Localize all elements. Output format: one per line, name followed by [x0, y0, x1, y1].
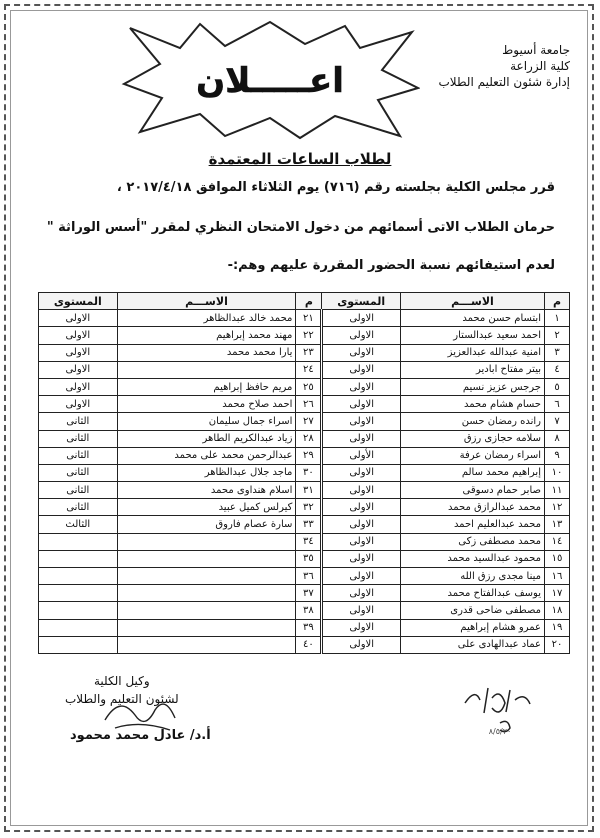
row-name-right: مصطفى ضاحى قدرى	[400, 602, 544, 619]
row-name-left: احمد صلاح محمد	[117, 396, 296, 413]
row-level-left: الاولى	[39, 327, 118, 344]
row-num-right: ١٣	[545, 516, 570, 533]
deprivation-line: حرمان الطلاب الاتى أسمائهم من دخول الامتحان النظري لمقرر "أسس الوراثة "	[46, 220, 555, 235]
row-level-right: الاولى	[322, 550, 401, 567]
table-row	[39, 361, 570, 378]
row-name-right: مينا مجدى رزق الله	[400, 568, 544, 585]
subtitle: لطلاب الساعات المعتمدة	[208, 150, 392, 168]
row-name-left: محمد خالد عبدالظاهر	[117, 310, 296, 327]
table-row	[39, 533, 570, 550]
row-num-right: ٢	[545, 327, 570, 344]
row-level-left	[39, 550, 118, 567]
table-row	[39, 619, 570, 636]
table-row	[39, 482, 570, 499]
table-row	[39, 396, 570, 413]
row-num-left: ٣١	[296, 482, 322, 499]
row-num-left: ٢٩	[296, 447, 322, 464]
row-num-left: ٣٧	[296, 585, 322, 602]
row-name-right: محمد عبدالعليم احمد	[400, 516, 544, 533]
row-num-left: ٣٣	[296, 516, 322, 533]
row-name-left: مهند محمد إبراهيم	[117, 327, 296, 344]
table-row	[39, 430, 570, 447]
announcement-title: اعـــــلان	[196, 61, 344, 101]
row-name-right: سلامه حجازى رزق	[400, 430, 544, 447]
row-num-left: ٣٢	[296, 499, 322, 516]
row-num-left: ٢٥	[296, 378, 322, 395]
table-body	[39, 310, 570, 654]
department-name: إدارة شئون التعليم الطلاب	[438, 75, 570, 89]
row-level-right: الاولى	[322, 533, 401, 550]
row-name-left: يارا محمد محمد	[117, 344, 296, 361]
row-num-right: ١١	[545, 482, 570, 499]
row-level-left: الثانى	[39, 430, 118, 447]
row-level-left	[39, 636, 118, 653]
header-level-right: المستوى	[322, 293, 401, 310]
table-header-row	[39, 293, 570, 310]
row-num-left: ٢٦	[296, 396, 322, 413]
row-level-right: الأولى	[322, 447, 401, 464]
table-row	[39, 602, 570, 619]
row-name-left	[117, 550, 296, 567]
row-level-left	[39, 568, 118, 585]
row-level-left: الثالث	[39, 516, 118, 533]
faculty-name: كلية الزراعة	[510, 59, 570, 73]
row-name-left	[117, 636, 296, 653]
row-name-left: كيرلس كميل عبيد	[117, 499, 296, 516]
row-name-right: بيتر مفتاح ابادير	[400, 361, 544, 378]
header-name-left: الاســـم	[117, 293, 296, 310]
table-row	[39, 447, 570, 464]
row-num-right: ١٩	[545, 619, 570, 636]
row-level-right: الاولى	[322, 619, 401, 636]
handwritten-date-mark	[460, 678, 540, 738]
row-level-left: الثانى	[39, 482, 118, 499]
row-level-right: الاولى	[322, 327, 401, 344]
row-level-left: الثانى	[39, 447, 118, 464]
row-name-right: يوسف عبدالفتاح محمد	[400, 585, 544, 602]
row-name-left: عبدالرحمن محمد على محمد	[117, 447, 296, 464]
row-name-left: ماجد جلال عبدالظاهر	[117, 464, 296, 481]
row-num-left: ٢٣	[296, 344, 322, 361]
row-level-right: الاولى	[322, 568, 401, 585]
row-num-right: ٥	[545, 378, 570, 395]
row-level-left: الاولى	[39, 361, 118, 378]
table-row	[39, 327, 570, 344]
table-row	[39, 310, 570, 327]
row-level-left: الثانى	[39, 499, 118, 516]
row-num-right: ١٤	[545, 533, 570, 550]
table-row	[39, 568, 570, 585]
row-level-left	[39, 585, 118, 602]
row-name-left	[117, 619, 296, 636]
row-num-right: ٣	[545, 344, 570, 361]
signature-title: وكيل الكلية	[94, 674, 150, 688]
row-name-right: امنية عبدالله عبدالعزيز	[400, 344, 544, 361]
row-level-left: الاولى	[39, 396, 118, 413]
row-level-right: الاولى	[322, 413, 401, 430]
row-num-left: ٢٧	[296, 413, 322, 430]
row-level-right: الاولى	[322, 361, 401, 378]
row-num-right: ١٢	[545, 499, 570, 516]
row-num-right: ٤	[545, 361, 570, 378]
table-row	[39, 585, 570, 602]
row-level-right: الاولى	[322, 499, 401, 516]
row-name-right: إبراهيم محمد سالم	[400, 464, 544, 481]
row-name-right: عماد عبدالهادى على	[400, 636, 544, 653]
row-name-left	[117, 585, 296, 602]
row-num-right: ١٦	[545, 568, 570, 585]
row-name-left: سارة عصام فاروق	[117, 516, 296, 533]
row-level-left	[39, 533, 118, 550]
decision-line: قرر مجلس الكلية بجلسته رقم (٧١٦) يوم الثلاثاء الموافق ٢٠١٧/٤/١٨ ،	[116, 180, 555, 195]
row-num-right: ١٨	[545, 602, 570, 619]
students-table	[38, 292, 570, 654]
row-level-right: الاولى	[322, 636, 401, 653]
header-num-right: م	[545, 293, 570, 310]
row-level-right: الاولى	[322, 396, 401, 413]
row-name-right: صابر حمام دسوقى	[400, 482, 544, 499]
row-name-right: جرجس عزيز نسيم	[400, 378, 544, 395]
row-num-left: ٣٥	[296, 550, 322, 567]
table-row	[39, 636, 570, 653]
row-num-right: ٧	[545, 413, 570, 430]
row-num-right: ٢٠	[545, 636, 570, 653]
row-level-right: الاولى	[322, 482, 401, 499]
table-row	[39, 464, 570, 481]
row-num-right: ١٥	[545, 550, 570, 567]
row-level-left: الاولى	[39, 310, 118, 327]
row-name-right: رانده رمضان حسن	[400, 413, 544, 430]
row-name-left: زياد عبدالكريم الطاهر	[117, 430, 296, 447]
header-level-left: المستوى	[39, 293, 118, 310]
row-num-left: ٣٠	[296, 464, 322, 481]
row-name-left	[117, 361, 296, 378]
row-name-left: مريم حافظ إبراهيم	[117, 378, 296, 395]
row-name-right: ابتسام حسن محمد	[400, 310, 544, 327]
row-num-right: ١٠	[545, 464, 570, 481]
row-name-left	[117, 533, 296, 550]
row-name-right: احمد سعيد عبدالستار	[400, 327, 544, 344]
row-level-right: الاولى	[322, 378, 401, 395]
row-num-left: ٤٠	[296, 636, 322, 653]
row-num-left: ٣٨	[296, 602, 322, 619]
row-level-right: الاولى	[322, 310, 401, 327]
row-name-right: محمد مصطفى زكى	[400, 533, 544, 550]
row-num-left: ٢٨	[296, 430, 322, 447]
row-level-left	[39, 602, 118, 619]
table-row	[39, 499, 570, 516]
row-num-left: ٣٤	[296, 533, 322, 550]
row-level-left: الاولى	[39, 344, 118, 361]
table-row	[39, 413, 570, 430]
row-name-right: اسراء رمضان عرفة	[400, 447, 544, 464]
row-level-right: الاولى	[322, 430, 401, 447]
signatory-name: أ.د/ عادل محمد محمود	[70, 728, 211, 743]
row-num-right: ١٧	[545, 585, 570, 602]
row-num-left: ٢٢	[296, 327, 322, 344]
row-num-right: ١	[545, 310, 570, 327]
row-level-right: الاولى	[322, 516, 401, 533]
row-num-right: ٨	[545, 430, 570, 447]
row-level-right: الاولى	[322, 602, 401, 619]
table-row	[39, 516, 570, 533]
row-level-left: الثانى	[39, 464, 118, 481]
row-level-left: الاولى	[39, 378, 118, 395]
signature-role: لشئون التعليم والطلاب	[65, 692, 179, 706]
row-num-right: ٩	[545, 447, 570, 464]
row-num-left: ٢٤	[296, 361, 322, 378]
row-level-right: الاولى	[322, 344, 401, 361]
table-row	[39, 344, 570, 361]
row-name-left: اسراء جمال سليمان	[117, 413, 296, 430]
row-num-left: ٣٩	[296, 619, 322, 636]
row-level-left: الثانى	[39, 413, 118, 430]
header-block	[439, 42, 571, 90]
row-name-right: عمرو هشام إبراهيم	[400, 619, 544, 636]
table-row	[39, 378, 570, 395]
row-name-right: حسام هشام محمد	[400, 396, 544, 413]
announcement-starburst	[120, 20, 420, 140]
row-name-right: محمد عبدالرازق محمد	[400, 499, 544, 516]
header-num-left: م	[296, 293, 322, 310]
university-name: جامعة أسيوط	[502, 43, 570, 57]
row-num-left: ٣٦	[296, 568, 322, 585]
row-level-right: الاولى	[322, 464, 401, 481]
reason-line: لعدم استيفائهم نسبة الحضور المقررة عليهم وهم:-	[227, 258, 555, 273]
row-name-left	[117, 602, 296, 619]
row-num-left: ٢١	[296, 310, 322, 327]
row-name-left	[117, 568, 296, 585]
row-level-right: الاولى	[322, 585, 401, 602]
row-num-right: ٦	[545, 396, 570, 413]
row-name-left: اسلام هنداوى محمد	[117, 482, 296, 499]
header-name-right: الاســـم	[400, 293, 544, 310]
row-level-left	[39, 619, 118, 636]
row-name-right: محمود عبدالسيد محمد	[400, 550, 544, 567]
table-row	[39, 550, 570, 567]
handwritten-date: ٨/٥/٢٠	[488, 727, 512, 736]
